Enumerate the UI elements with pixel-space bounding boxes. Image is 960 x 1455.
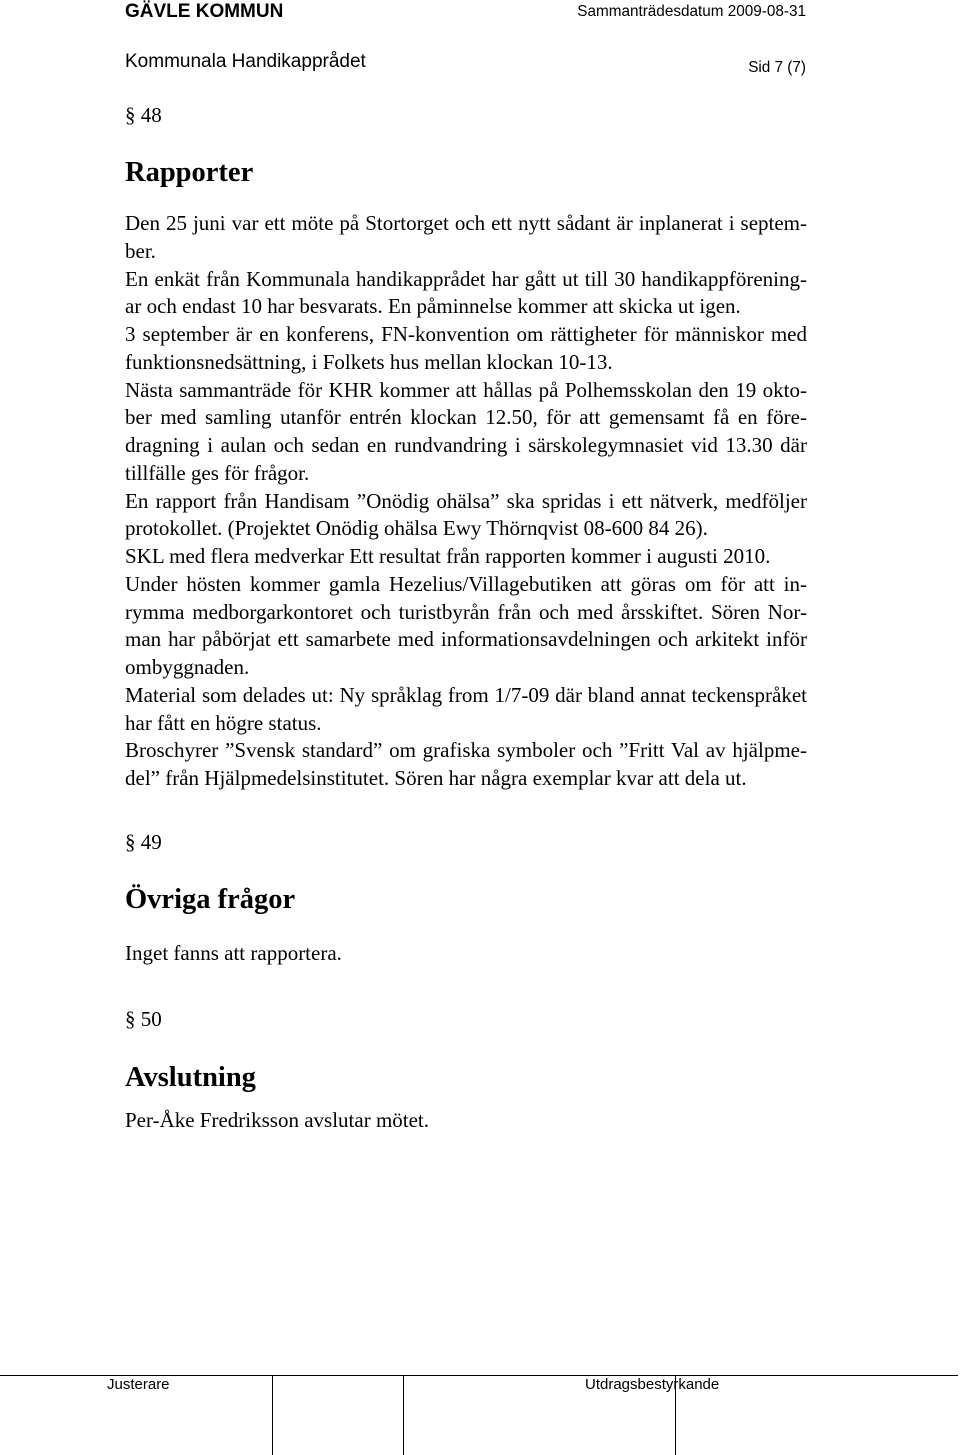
section-title: Övriga frågor (125, 884, 296, 915)
section-body (125, 210, 807, 793)
body-line: ombyggnaden. (125, 655, 250, 679)
body-line: del” från Hjälpmedelsinstitutet. Sören har några exemplar kvar att dela ut. (125, 766, 747, 790)
paragraph-sign: § (125, 103, 136, 127)
section-title: Avslutning (125, 1062, 256, 1093)
section-mark (125, 828, 162, 856)
section-mark (125, 1005, 162, 1033)
body-line: 3 september är en konferens, FN-konvention om rättigheter för människor med (125, 322, 807, 346)
section-title: Rapporter (125, 157, 254, 188)
body-line: En rapport från Handisam ”Onödig ohälsa” ska spridas i ett nätverk, medföljer (125, 488, 807, 513)
section-mark (125, 101, 162, 129)
body-line: SKL med flera medverkar Ett resultat från rapporten kommer i augusti 2010. (125, 544, 771, 568)
body-line: dragning i aulan och sedan en rundvandring i särskolegymnasiet vid 13.30 där (125, 433, 807, 457)
body-line: Material som delades ut: Ny språklag from 1/7-09 där bland annat teckenspråket (125, 682, 807, 707)
section-body (125, 940, 807, 968)
body-line: rymma medborgarkontoret och turistbyrån från och med årsskiftet. Sören Nor- (125, 599, 807, 624)
footer-column-divider (272, 1375, 273, 1455)
section-body (125, 1107, 807, 1135)
body-line: ber med samling utanför entrén klockan 12.50, för att gemensamt få en före- (125, 405, 807, 430)
section-number: 49 (140, 830, 162, 854)
body-line: Under hösten kommer gamla Hezelius/Villagebutiken att göras om för att in- (125, 571, 807, 596)
organization-name: GÄVLE KOMMUN (125, 1, 284, 22)
committee-name: Kommunala Handikapprådet (125, 51, 366, 72)
body-line: En enkät från Kommunala handikapprådet har gått ut till 30 handikappförening- (125, 266, 807, 291)
body-line: har fått en högre status. (125, 710, 322, 735)
section-number: 50 (140, 1007, 162, 1031)
body-line: Inget fanns att rapportera. (125, 941, 342, 965)
utdragsbestyrkande-label: Utdragsbestyrkande (585, 1376, 720, 1393)
body-line: Per-Åke Fredriksson avslutar mötet. (125, 1108, 430, 1132)
body-line: Nästa sammanträde för KHR kommer att hållas på Polhemsskolan den 19 okto- (125, 377, 807, 402)
paragraph-sign: § (125, 830, 136, 854)
body-line: Den 25 juni var ett möte på Stortorget och ett nytt sådant är inplanerat i septem- (125, 211, 807, 235)
body-line: Broschyrer ”Svensk standard” om grafiska symboler och ”Fritt Val av hjälpme- (125, 738, 807, 763)
page-number: Sid 7 (7) (748, 59, 806, 76)
body-line: ber. (125, 238, 156, 263)
body-line: protokollet. (Projektet Onödig ohälsa Ewy Thörnqvist 08-600 84 26). (125, 516, 708, 541)
meeting-date: Sammanträdesdatum 2009-08-31 (577, 3, 806, 20)
body-line: tillfälle ges för frågor. (125, 460, 310, 485)
footer-column-divider (403, 1375, 404, 1455)
body-line: ar och endast 10 har besvarats. En påminnelse kommer att skicka ut igen. (125, 294, 741, 319)
justerare-label: Justerare (107, 1376, 170, 1393)
section-number: 48 (140, 103, 162, 127)
body-line: funktionsnedsättning, i Folkets hus mellan klockan 10-13. (125, 349, 613, 374)
paragraph-sign: § (125, 1007, 136, 1031)
body-line: man har påbörjat ett samarbete med informationsavdelningen och arkitekt inför (125, 627, 807, 652)
